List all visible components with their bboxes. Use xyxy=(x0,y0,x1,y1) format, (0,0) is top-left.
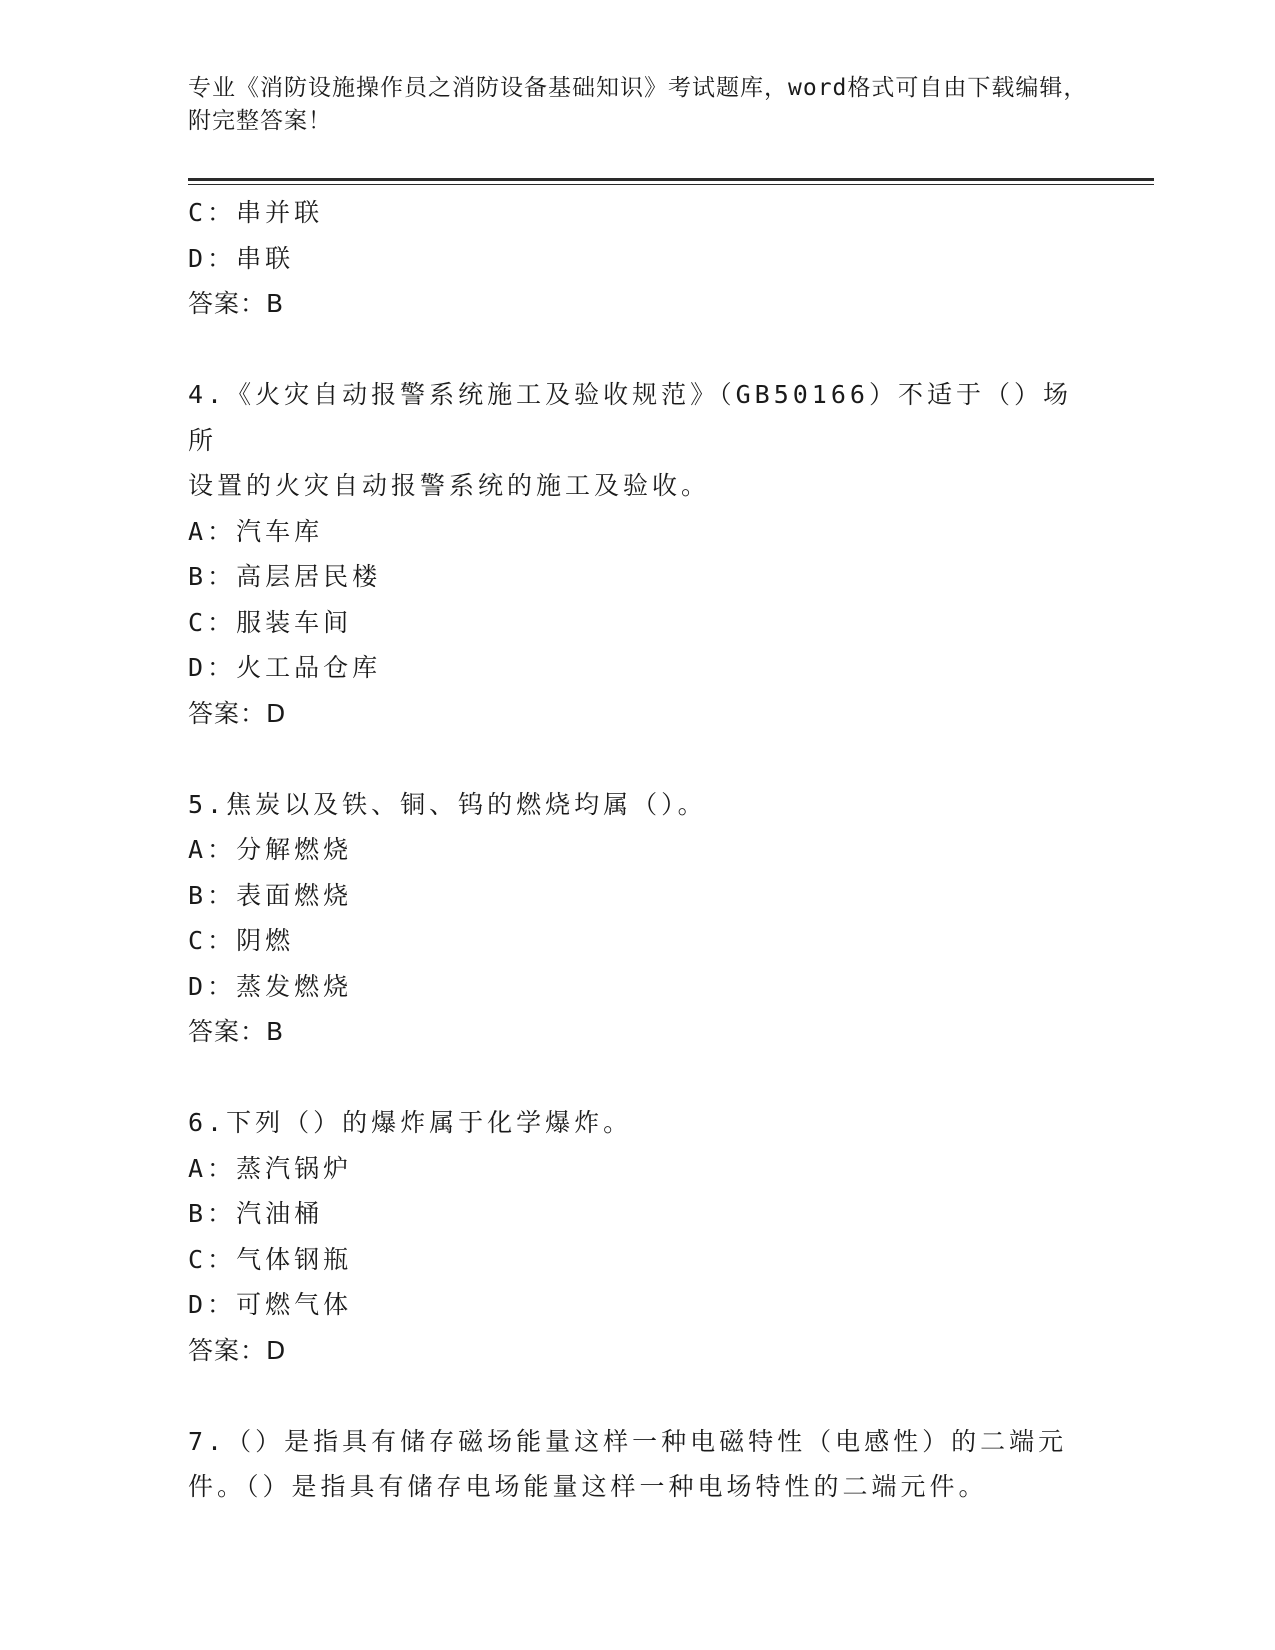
option-text: 蒸汽锅炉 xyxy=(236,1153,353,1183)
option-a xyxy=(188,1146,1088,1192)
document-header: 专业《消防设施操作员之消防设备基础知识》考试题库，word格式可自由下载编辑，附完整答案！ xyxy=(188,75,1088,134)
option-text: 高层居民楼 xyxy=(236,562,382,591)
header-rule-thick xyxy=(188,178,1154,181)
option-letter: C： xyxy=(188,198,237,227)
question-stem: 7.（）是指具有储存磁场能量这样一种电磁特性（电感性）的二端元 xyxy=(188,1426,1068,1456)
option-d xyxy=(188,1282,1088,1328)
option-letter: C： xyxy=(188,1244,237,1274)
option-b xyxy=(188,1191,1088,1237)
option-c xyxy=(188,1237,1088,1283)
question-5 xyxy=(188,782,1088,1055)
option-text: 汽车库 xyxy=(236,516,324,546)
option-letter: D： xyxy=(188,243,237,273)
question-stem-continued: 件。（）是指具有储存电场能量这样一种电场特性的二端元件。 xyxy=(188,1472,988,1501)
answer-line: 答案：D xyxy=(188,698,287,728)
option-letter: D： xyxy=(188,971,237,1001)
option-text: 火工品仓库 xyxy=(236,653,382,682)
option-d xyxy=(188,645,1088,691)
option-letter: C： xyxy=(188,607,237,637)
option-text: 可燃气体 xyxy=(236,1290,353,1319)
question-6 xyxy=(188,1100,1088,1373)
option-a xyxy=(188,509,1088,555)
option-letter: D： xyxy=(188,653,237,682)
option-letter: A： xyxy=(188,835,237,864)
option-letter: B： xyxy=(188,562,237,591)
option-letter: A： xyxy=(188,1153,237,1183)
option-letter: D： xyxy=(188,1290,237,1319)
option-letter: A： xyxy=(188,516,237,546)
option-d xyxy=(188,236,1088,282)
option-letter: B： xyxy=(188,1199,237,1228)
header-rule-thin xyxy=(188,184,1154,185)
question-stem-continued: 设置的火灾自动报警系统的施工及验收。 xyxy=(188,471,711,500)
question-7 xyxy=(188,1419,1088,1510)
question-stem: 4.《火灾自动报警系统施工及验收规范》（GB50166）不适于（）场所 xyxy=(188,380,1072,455)
option-c xyxy=(188,190,1088,236)
option-b xyxy=(188,554,1088,600)
option-text: 分解燃烧 xyxy=(236,835,353,864)
question-4 xyxy=(188,372,1088,736)
option-text: 汽油桶 xyxy=(236,1199,324,1228)
option-text: 服装车间 xyxy=(236,607,353,637)
question-stem: 6.下列（）的爆炸属于化学爆炸。 xyxy=(188,1108,633,1137)
option-text: 阴燃 xyxy=(236,926,295,955)
option-a xyxy=(188,827,1088,873)
question-list xyxy=(188,190,1088,1510)
option-text: 串并联 xyxy=(236,198,324,227)
option-text: 蒸发燃烧 xyxy=(236,971,353,1001)
option-text: 串联 xyxy=(236,243,295,273)
answer-line: 答案：B xyxy=(188,289,285,318)
option-text: 气体钢瓶 xyxy=(236,1244,353,1274)
option-text: 表面燃烧 xyxy=(236,880,353,910)
question-3-tail xyxy=(188,190,1088,327)
option-c xyxy=(188,918,1088,964)
answer-line: 答案：D xyxy=(188,1335,287,1365)
option-d xyxy=(188,964,1088,1010)
option-c xyxy=(188,600,1088,646)
option-letter: C： xyxy=(188,926,237,955)
question-stem: 5.焦炭以及铁、铜、钨的燃烧均属（）。 xyxy=(188,789,707,819)
option-b xyxy=(188,873,1088,919)
option-letter: B： xyxy=(188,880,237,910)
answer-line: 答案：B xyxy=(188,1017,285,1046)
